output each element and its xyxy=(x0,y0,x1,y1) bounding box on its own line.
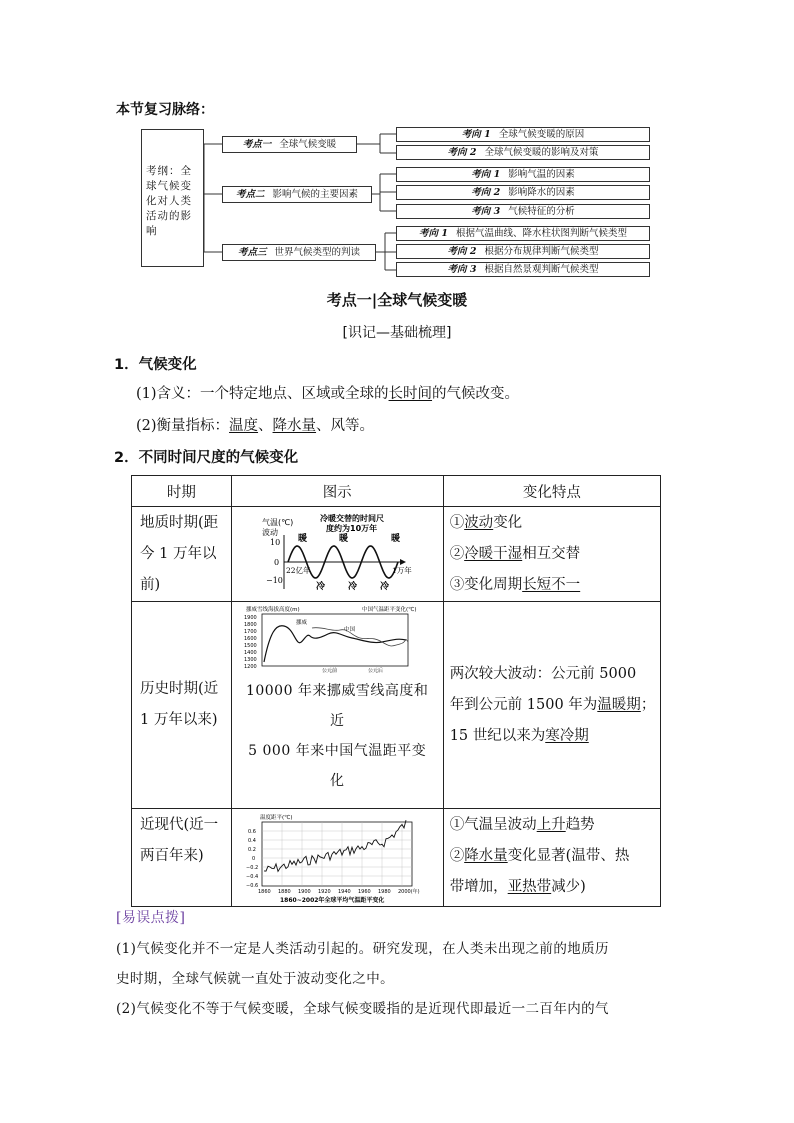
svg-text:2000(年): 2000(年) xyxy=(397,889,420,895)
outline-item: 考向 1 影响气温的因素 xyxy=(396,167,650,182)
svg-text:1860: 1860 xyxy=(257,889,271,895)
svg-text:1400: 1400 xyxy=(243,650,257,656)
underlined-term: 温度 xyxy=(229,418,259,434)
feature-cell: ①气温呈波动上升趋势 ②降水量变化显著(温带、热 带增加，亚热带减少) xyxy=(443,809,660,907)
left-axis-title: 挪威雪线海拔高度(m) xyxy=(245,607,300,613)
s1-heading: 1．气候变化 xyxy=(114,357,197,373)
section-subtitle: [识记—基础梳理] xyxy=(342,325,452,341)
series-label: 挪威 xyxy=(295,620,307,626)
feature-cell: ①波动变化 ②冷暖干湿相互交替 ③变化周期长短不一 xyxy=(443,507,660,602)
anomaly-line xyxy=(264,820,406,871)
tick-label: 0 xyxy=(273,558,279,567)
outline-item: 考向 1 根据气温曲线、降水柱状图判断气候类型 xyxy=(396,226,650,241)
feature-cell: 两次较大波动：公元前 5000 年到公元前 1500 年为温暖期； 15 世纪以来为寒冷期 xyxy=(443,602,660,809)
chart-caption: 1860~2002年全球平均气温距平变化 xyxy=(279,897,385,904)
period-cell: 近现代(近一 两百年来) xyxy=(132,809,232,907)
chart-title: 度约为10万年 xyxy=(325,524,377,533)
outline-item: 考向 1 全球气候变暖的原因 xyxy=(396,127,650,142)
svg-text:1500: 1500 xyxy=(243,643,257,649)
modern-temperature-anomaly-chart xyxy=(232,809,442,905)
header-cell: 图示 xyxy=(231,476,443,507)
notes-heading: [易误点拨] xyxy=(116,910,186,926)
outline-heading: 本节复习脉络： xyxy=(116,102,214,118)
outline-root-box: 考纲：全球气候变化对人类活动的影响 xyxy=(141,129,204,267)
header-cell: 变化特点 xyxy=(443,476,660,507)
warm-label: 暖 xyxy=(390,534,400,544)
svg-text:1940: 1940 xyxy=(337,889,351,895)
chart-cell xyxy=(231,809,443,907)
x-label: 公元后 xyxy=(367,668,383,674)
svg-text:0.4: 0.4 xyxy=(247,838,256,844)
svg-text:−0.4: −0.4 xyxy=(245,874,258,880)
note-paragraph-2a: (2)气候变化不等于气候变暖，全球气候变暖指的是近现代即最近一二百年内的气 xyxy=(116,1001,609,1017)
svg-text:0: 0 xyxy=(251,856,255,862)
period-cell: 地质时期(距 今 1 万年以 前) xyxy=(132,507,232,602)
tick-label: 10 xyxy=(269,538,280,547)
svg-text:1960: 1960 xyxy=(357,889,371,895)
warm-label: 暖 xyxy=(338,534,348,544)
holocene-snowline-chart xyxy=(232,602,442,674)
china-temp-line xyxy=(312,628,408,646)
warm-label: 暖 xyxy=(297,534,307,544)
svg-text:0.2: 0.2 xyxy=(247,847,256,853)
svg-text:−0.2: −0.2 xyxy=(245,865,258,871)
y-axis-label: 气温(℃) xyxy=(261,518,293,527)
table-header-row xyxy=(132,476,661,507)
svg-text:1900: 1900 xyxy=(297,889,311,895)
chart-caption: 10000 年来挪威雪线高度和 近 5 000 年来中国气温距平变 化 xyxy=(245,683,429,789)
series-label: 中国 xyxy=(343,627,355,633)
y-axis-label: 波动 xyxy=(261,528,278,537)
x-axis-arrow xyxy=(400,559,406,565)
outline-point-2 xyxy=(222,186,372,203)
table-row xyxy=(132,809,661,907)
chart-cell xyxy=(231,602,443,809)
point-tag: 考点三 xyxy=(237,246,267,258)
s2-heading: 2．不同时间尺度的气候变化 xyxy=(114,450,299,466)
svg-text:1200: 1200 xyxy=(243,664,257,670)
outline-item: 考向 2 影响降水的因素 xyxy=(396,185,650,200)
outline-point-3 xyxy=(222,244,376,261)
s1-definition: (1)含义：一个特定地点、区域或全球的长时间的气候改变。 xyxy=(136,386,520,402)
table-row xyxy=(132,602,661,809)
point-title: 影响气候的主要因素 xyxy=(272,188,359,200)
cold-label: 冷 xyxy=(379,582,389,592)
period-cell: 历史时期(近 1 万年以来) xyxy=(132,602,232,809)
outline-point-1 xyxy=(222,136,357,153)
chart-title: 冷暖交替的时间尺 xyxy=(319,514,384,523)
svg-text:0.6: 0.6 xyxy=(247,829,256,835)
underlined-term: 降水量 xyxy=(272,418,317,434)
right-axis-title: 中国气温距平变化(℃) xyxy=(361,607,417,613)
svg-text:1900: 1900 xyxy=(243,615,257,621)
point-tag: 考点二 xyxy=(235,188,265,200)
s1-indicators: (2)衡量指标：温度、降水量、风等。 xyxy=(136,418,375,434)
svg-text:1920: 1920 xyxy=(317,889,331,895)
svg-text:1800: 1800 xyxy=(243,622,257,628)
svg-text:1700: 1700 xyxy=(243,629,257,635)
x-label: 公元前 xyxy=(321,668,337,674)
svg-text:1880: 1880 xyxy=(277,889,291,895)
note-paragraph-1a: (1)气候变化并不一定是人类活动引起的。研究发现，在人类未出现之前的地质历 xyxy=(116,941,609,957)
note-paragraph-1b: 史时期，全球气候就一直处于波动变化之中。 xyxy=(116,971,394,987)
outline-item: 考向 3 气候特征的分析 xyxy=(396,204,650,219)
chart-cell xyxy=(231,507,443,602)
x-end-label: 1万年 xyxy=(391,566,412,575)
point-title: 全球气候变暖 xyxy=(279,138,337,150)
underlined-term: 长时间 xyxy=(388,386,433,402)
svg-text:1600: 1600 xyxy=(243,636,257,642)
svg-text:1980: 1980 xyxy=(377,889,391,895)
y-axis-title: 温度距平(℃) xyxy=(259,815,293,821)
svg-text:1300: 1300 xyxy=(243,657,257,663)
outline-item: 考向 3 根据自然景观判断气候类型 xyxy=(396,262,650,277)
point-title: 世界气候类型的判读 xyxy=(274,246,361,258)
point-tag: 考点一 xyxy=(242,138,272,150)
outline-item: 考向 2 全球气候变暖的影响及对策 xyxy=(396,145,650,160)
header-cell: 时期 xyxy=(132,476,232,507)
cold-label: 冷 xyxy=(347,582,357,592)
section-title: 考点一|全球气候变暖 xyxy=(326,291,468,309)
svg-text:−0.6: −0.6 xyxy=(245,883,258,889)
climate-change-table xyxy=(131,475,661,907)
geologic-temperature-wave-chart xyxy=(232,507,442,600)
tick-label: −10 xyxy=(265,576,283,585)
outline-item: 考向 2 根据分布规律判断气候类型 xyxy=(396,244,650,259)
tick-label: 22亿年 xyxy=(285,566,311,575)
cold-label: 冷 xyxy=(315,582,325,592)
table-row xyxy=(132,507,661,602)
